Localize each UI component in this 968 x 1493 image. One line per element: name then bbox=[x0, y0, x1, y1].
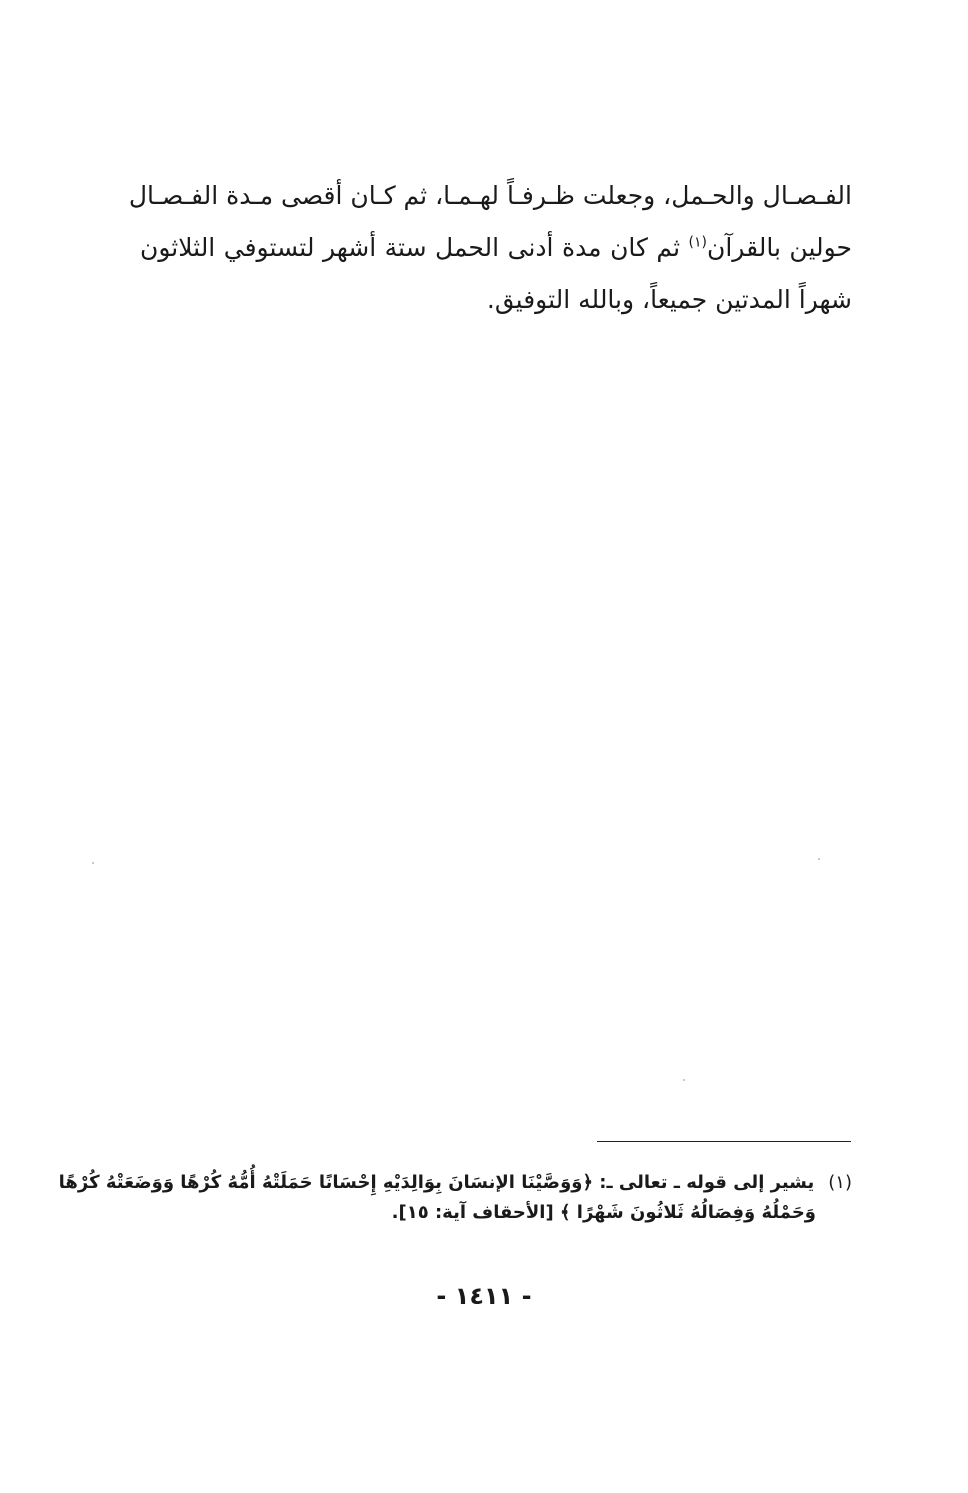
footnote-line-2: وَحَمْلُهُ وَفِصَالُهُ ثَلاثُونَ شَهْرًا ﴾ [الأحقاف آية: ١٥]. bbox=[391, 1202, 816, 1223]
main-text bbox=[128, 170, 852, 326]
scan-speck bbox=[683, 1079, 685, 1081]
text-line-1: الفـصـال والحـمل، وجعلت ظـرفـاً لهـمـا، ثم كـان أقصى مـدة الفـصـال bbox=[128, 181, 852, 210]
scan-speck bbox=[818, 858, 820, 860]
footnote-reference[interactable]: (١) bbox=[688, 234, 707, 251]
text-line-2-start: حولين بالقرآن bbox=[707, 233, 852, 262]
footnote-number: (١) bbox=[828, 1172, 852, 1193]
text-line-2-end: ثم كان مدة أدنى الحمل ستة أشهر لتستوفي الثلاثون bbox=[140, 233, 681, 262]
footnote-line-1 bbox=[58, 1168, 852, 1198]
text-line-3: شهراً المدتين جميعاً، وبالله التوفيق. bbox=[486, 285, 852, 314]
scan-speck bbox=[92, 862, 94, 864]
text-line-2 bbox=[140, 222, 852, 274]
footnote-text-1: يشير إلى قوله ـ تعالى ـ: ﴿وَوَصَّيْنَا الإنسَانَ بِوَالِدَيْهِ إِحْسَانًا حَمَلَتْهُ أُمُّهُ كُرْهًا وَوَضَعَتْهُ كُرْهًا bbox=[58, 1172, 815, 1193]
page-number: - ١٤١١ - bbox=[436, 1282, 532, 1310]
footnote bbox=[58, 1168, 852, 1228]
footnote-separator bbox=[597, 1141, 851, 1142]
